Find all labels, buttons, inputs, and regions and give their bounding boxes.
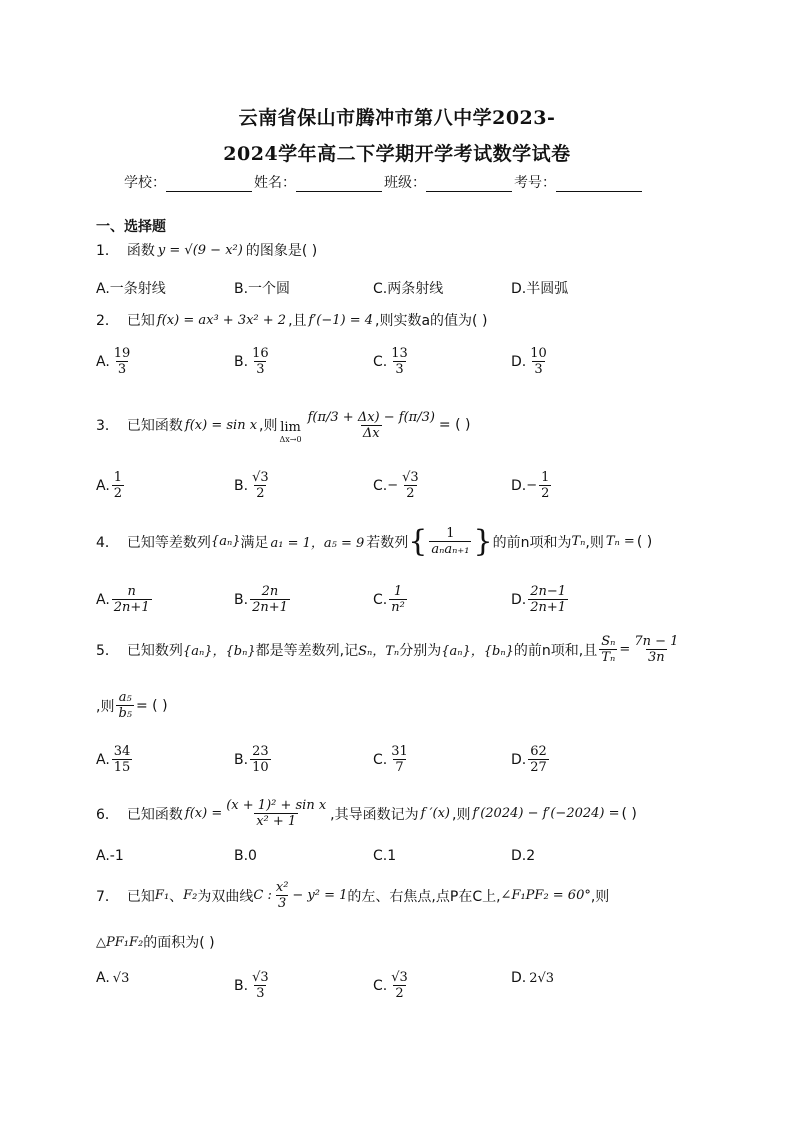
numerator: 1 — [113, 470, 123, 485]
denominator: 2n+1 — [530, 600, 567, 615]
numerator: 19 — [113, 346, 131, 361]
option-b[interactable] — [234, 744, 273, 775]
question-text: ,其导函数记为 — [330, 806, 419, 823]
denominator: 3 — [534, 362, 543, 377]
question-text: 满足 — [240, 534, 269, 551]
numerator: Sₙ — [601, 634, 616, 649]
option-fraction — [539, 470, 551, 501]
option-c[interactable] — [373, 744, 412, 775]
question-text: 的前n项和,且 — [513, 642, 598, 659]
question-formula: F₂ — [183, 888, 198, 903]
question-3 — [96, 406, 470, 444]
field-name-label: 姓名： — [254, 175, 296, 191]
option-b[interactable]: B.一个圆 — [234, 281, 291, 297]
numerator: 1 — [541, 470, 550, 485]
option-d[interactable]: D.半圆弧 — [511, 281, 569, 297]
question-text: ( ) — [621, 805, 637, 822]
question-5-line2 — [96, 690, 168, 721]
denominator: 27 — [530, 760, 547, 775]
question-text: ,且 — [288, 313, 307, 329]
student-info-row — [124, 172, 644, 192]
numerator: x² — [275, 880, 289, 895]
question-text: 的前n项和为 — [492, 534, 572, 551]
option-fraction — [528, 346, 549, 377]
numerator: 16 — [252, 346, 269, 361]
numerator: √3 — [391, 970, 408, 985]
question-text: ,则实数a的值为( ) — [375, 313, 488, 329]
question-text: 已知 — [126, 313, 155, 329]
question-text: ,则 — [96, 698, 115, 715]
numerator: 62 — [530, 744, 547, 759]
question-text: = ( ) — [136, 697, 168, 714]
question-number: 3． — [96, 418, 119, 434]
denominator: 3 — [395, 362, 404, 377]
question-5 — [96, 634, 682, 665]
question-text: ,则 — [452, 806, 471, 823]
numerator: a₅ — [118, 690, 132, 705]
option-value: √3 — [112, 970, 130, 986]
question-formula: F₁ — [154, 888, 170, 903]
option-label: D. — [511, 477, 527, 494]
option-b[interactable]: B.0 — [234, 848, 257, 864]
question-formula: Tₙ — [571, 534, 586, 549]
field-class-label: 班级： — [384, 175, 426, 191]
question-formula: C : — [253, 888, 272, 903]
denominator: 2n+1 — [113, 600, 150, 615]
exam-title-line2: 2024学年高二下学期开学考试数学试卷 — [223, 143, 571, 165]
question-number: 7． — [96, 888, 119, 905]
option-c[interactable] — [373, 470, 423, 501]
question-2 — [96, 310, 487, 330]
option-a[interactable] — [96, 744, 134, 775]
denominator: x² + 1 — [256, 814, 297, 829]
option-fraction — [250, 970, 271, 1001]
option-label: C. — [373, 477, 388, 494]
exam-title-line1: 云南省保山市腾冲市第八中学2023- — [238, 107, 556, 129]
question-text: 已知函数 — [126, 806, 183, 823]
denominator: 3 — [256, 986, 265, 1001]
question-formula: Tₙ = — [605, 534, 635, 549]
option-label: C. — [373, 751, 388, 768]
question-text: 若数列 — [366, 534, 409, 551]
field-class-blank[interactable] — [426, 177, 512, 192]
ratio-fraction-lhs — [599, 634, 617, 665]
denominator: 2 — [256, 486, 265, 501]
option-label: A. — [96, 477, 110, 494]
option-fraction — [528, 584, 568, 615]
option-b[interactable] — [234, 584, 292, 615]
question-formula: y = √(9 − x²) — [157, 242, 243, 258]
question-4 — [96, 523, 653, 559]
question-text: 的左、右焦点,点P在C上, — [347, 888, 501, 905]
numerator: 2n — [261, 584, 279, 599]
denominator: 2n+1 — [252, 600, 288, 615]
question-text: 的面积为( ) — [143, 935, 215, 951]
option-label: A. — [96, 751, 110, 768]
option-fraction — [528, 744, 549, 775]
question-text: 为双曲线 — [197, 888, 254, 905]
option-label: B. — [234, 751, 249, 768]
option-label: D. — [511, 591, 527, 608]
option-c[interactable]: C.两条射线 — [373, 281, 444, 297]
option-label: A. — [96, 970, 110, 986]
question-number: 5． — [96, 642, 119, 659]
question-formula: f(x) = — [184, 806, 223, 821]
option-b[interactable] — [234, 346, 273, 377]
question-formula: f(x) = sin x — [184, 417, 258, 433]
option-fraction — [112, 346, 133, 377]
option-d[interactable] — [511, 584, 570, 615]
question-formula: Sₙ，Tₙ — [358, 644, 400, 659]
question-formula: f′(−1) = 4 — [308, 312, 374, 328]
denominator: 10 — [252, 760, 269, 775]
option-d[interactable] — [511, 970, 554, 986]
numerator: f(π/3 + Δx) − f(π/3) — [307, 409, 435, 425]
question-text: = ( ) — [438, 417, 471, 433]
question-formula: ∠F₁PF₂ = 60° — [500, 888, 591, 903]
option-fraction — [389, 970, 410, 1001]
numerator: 7n − 1 — [634, 634, 679, 649]
option-b[interactable] — [234, 970, 273, 1001]
question-text: 分别为 — [399, 642, 442, 659]
numerator: 10 — [530, 346, 547, 361]
question-7 — [96, 880, 609, 911]
numerator: 23 — [252, 744, 269, 759]
denominator: Tₙ — [601, 650, 616, 665]
field-school-label: 学校： — [124, 175, 166, 191]
question-formula: f′(2024) − f′(−2024) = — [472, 806, 620, 821]
denominator: 7 — [395, 760, 404, 775]
function-fraction — [224, 798, 328, 829]
option-label: C. — [373, 591, 388, 608]
question-text: 函数 — [126, 243, 155, 259]
option-value: 2√3 — [529, 970, 555, 986]
option-c[interactable]: C.1 — [373, 848, 397, 864]
option-b[interactable] — [234, 470, 273, 501]
option-label: B. — [234, 591, 249, 608]
option-c[interactable] — [373, 970, 412, 1001]
question-1 — [96, 240, 317, 260]
question-number: 2． — [96, 313, 119, 329]
option-d[interactable] — [511, 470, 553, 501]
left-brace: { — [408, 523, 428, 559]
limit-fraction — [306, 410, 437, 441]
question-text: 、 — [169, 888, 184, 905]
option-fraction — [250, 584, 290, 615]
limit-operator — [279, 406, 301, 444]
denominator: n² — [391, 600, 405, 615]
question-formula: f ′(x) — [420, 806, 450, 821]
denominator: 3 — [277, 896, 287, 911]
denominator: 3n — [648, 650, 665, 665]
question-formula: a₁ = 1，a₅ = 9 — [270, 536, 365, 551]
option-c[interactable] — [373, 346, 412, 377]
question-formula: f(x) = ax³ + 3x² + 2 — [156, 312, 287, 328]
option-fraction — [250, 744, 271, 775]
denominator: 2 — [395, 986, 404, 1001]
field-school-blank[interactable] — [166, 177, 252, 192]
question-formula: − y² = 1 — [292, 888, 348, 903]
ratio-fraction-rhs — [632, 634, 680, 665]
question-text: ( ) — [636, 533, 653, 550]
option-label: B. — [234, 353, 249, 370]
question-text: ,则 — [590, 888, 610, 905]
option-fraction — [112, 744, 133, 775]
numerator: √3 — [252, 970, 269, 985]
question-text: 已知函数 — [126, 418, 183, 434]
option-fraction — [112, 470, 124, 501]
numerator: 34 — [113, 744, 131, 759]
numerator: 1 — [393, 584, 403, 599]
option-a[interactable] — [96, 970, 129, 986]
question-text: 都是等差数列,记 — [255, 642, 359, 659]
denominator: 2 — [541, 486, 550, 501]
option-fraction — [112, 584, 152, 615]
numerator: √3 — [252, 470, 269, 485]
sequence-fraction — [429, 526, 471, 557]
option-label: B. — [234, 977, 249, 994]
question-text: 已知 — [126, 888, 155, 905]
equals-sign: = — [619, 642, 631, 657]
option-fraction — [250, 346, 271, 377]
question-formula: {aₙ} — [210, 534, 241, 549]
denominator: 2 — [406, 486, 415, 501]
option-label: A. — [96, 353, 110, 370]
question-7-line2 — [96, 932, 215, 952]
denominator: aₙaₙ₊₁ — [431, 542, 470, 557]
hyperbola-fraction — [274, 880, 291, 911]
option-c[interactable] — [373, 584, 409, 615]
denominator: b₅ — [118, 706, 132, 721]
option-a[interactable] — [96, 346, 134, 377]
option-d[interactable] — [511, 744, 551, 775]
option-label: A. — [96, 591, 110, 608]
numerator: (x + 1)² + sin x — [226, 798, 327, 813]
ab-fraction — [116, 690, 134, 721]
question-6 — [96, 798, 637, 829]
field-name-blank[interactable] — [296, 177, 382, 192]
field-id-blank[interactable] — [556, 177, 642, 192]
option-a[interactable] — [96, 584, 154, 615]
question-formula: △PF₁F₂ — [96, 934, 144, 950]
option-a[interactable]: A.-1 — [96, 848, 124, 864]
option-label: C. — [373, 353, 388, 370]
lim-subscript: Δx→0 — [279, 435, 302, 444]
numerator: 31 — [391, 744, 408, 759]
option-a[interactable] — [96, 470, 126, 501]
question-number: 1． — [96, 243, 119, 259]
denominator: 15 — [113, 760, 131, 775]
denominator: Δx — [362, 425, 380, 441]
option-fraction — [250, 470, 271, 501]
lim-text: lim — [280, 420, 301, 435]
option-label: D. — [511, 970, 527, 986]
right-brace: } — [473, 523, 493, 559]
option-d[interactable]: D.2 — [511, 848, 536, 864]
question-text: 已知等差数列 — [126, 534, 211, 551]
option-fraction — [389, 584, 407, 615]
numerator: 2n−1 — [530, 584, 567, 599]
option-fraction — [400, 470, 421, 501]
option-a[interactable]: A.一条射线 — [96, 281, 166, 297]
denominator: 3 — [117, 362, 127, 377]
option-label: C. — [373, 977, 388, 994]
field-id-label: 考号： — [514, 175, 556, 191]
option-sign: − — [387, 478, 399, 493]
question-number: 4． — [96, 534, 119, 551]
numerator: 1 — [446, 526, 455, 541]
question-formula: {aₙ}，{bₙ} — [441, 644, 514, 659]
option-label: D. — [511, 751, 527, 768]
question-text: 的图象是( ) — [245, 243, 318, 259]
option-label: D. — [511, 353, 527, 370]
denominator: 2 — [113, 486, 123, 501]
question-text: ,则 — [259, 418, 278, 434]
numerator: n — [127, 584, 136, 599]
option-label: B. — [234, 477, 249, 494]
denominator: 3 — [256, 362, 265, 377]
option-d[interactable] — [511, 346, 551, 377]
option-fraction — [389, 744, 410, 775]
numerator: 13 — [391, 346, 408, 361]
section-title: 一、选择题 — [96, 219, 166, 235]
question-number: 6． — [96, 806, 119, 823]
question-formula: {aₙ}，{bₙ} — [182, 644, 256, 659]
numerator: √3 — [402, 470, 419, 485]
question-text: 已知数列 — [126, 642, 183, 659]
option-sign: − — [526, 478, 538, 493]
option-fraction — [389, 346, 410, 377]
question-text: ,则 — [585, 534, 604, 551]
